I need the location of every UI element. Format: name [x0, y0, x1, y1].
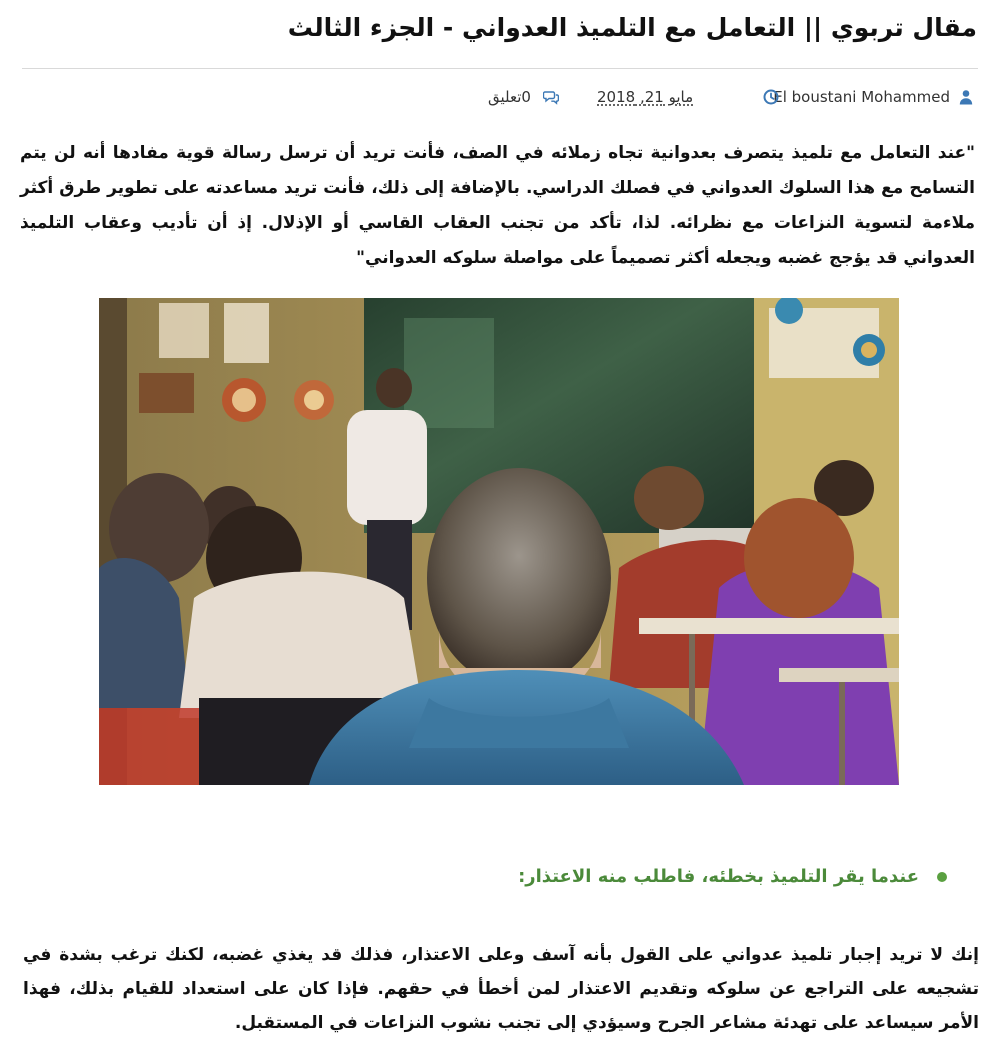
article-quote: "عند التعامل مع تلميذ يتصرف بعدوانية تجاه زملائه في الصف، فأنت تريد أن ترسل رسالة قوية مفادها أنه لن يتم التسامح مع هذا السلوك العدواني في فصلك الدراسي. بالإضافة إلى ذلك، فأنت تريد مساعدته على تطوير طرق أكثر ملاءمة لتسوية النزاعات مع نظرائه. لذا، تأكد من تجنب العقاب القاسي أو الإذلال. إذ أن تأديب وعقاب التلميذ العدواني قد يؤجج غضبه ويجعله أكثر تصميماً على مواصلة سلوكه العدواني"	[20, 143, 975, 268]
meta-date[interactable]	[597, 88, 779, 106]
meta-author[interactable]	[773, 88, 974, 106]
comments-count[interactable]: 0تعليق	[488, 88, 531, 106]
article-paragraph: إنك لا تريد إجبار تلميذ عدواني على القول بأنه آسف وعلى الاعتذار، فذلك قد يغذي غضبه، لكنك ترغب بشدة في تشجيعه على التراجع عن سلوكه وتقديم الاعتذار لمن أخطأ في حقهم. فإذا كان على استعداد للقيام بذلك، فهذا الأمر سيساعد على تهدئة مشاعر الجرح وسيؤدي إلى تجنب نشوب النزاعات في المستقبل.	[23, 945, 979, 1033]
bullet-dot-icon	[937, 872, 947, 882]
clock-icon	[763, 89, 779, 105]
classroom-photo	[99, 298, 899, 785]
author-name[interactable]: El boustani Mohammed	[773, 88, 950, 106]
post-meta	[22, 86, 978, 114]
comments-icon	[543, 89, 559, 105]
user-icon	[958, 89, 974, 105]
title-divider	[22, 68, 978, 69]
bullet-text: عندما يقر التلميذ بخطئه، فاطلب منه الاعتذار:	[518, 866, 919, 887]
post-date[interactable]: مايو 21, 2018	[597, 88, 694, 106]
meta-comments[interactable]	[488, 88, 559, 106]
page-title: مقال تربوي || التعامل مع التلميذ العدواني - الجزء الثالث	[287, 13, 977, 42]
bullet-heading	[247, 866, 947, 887]
